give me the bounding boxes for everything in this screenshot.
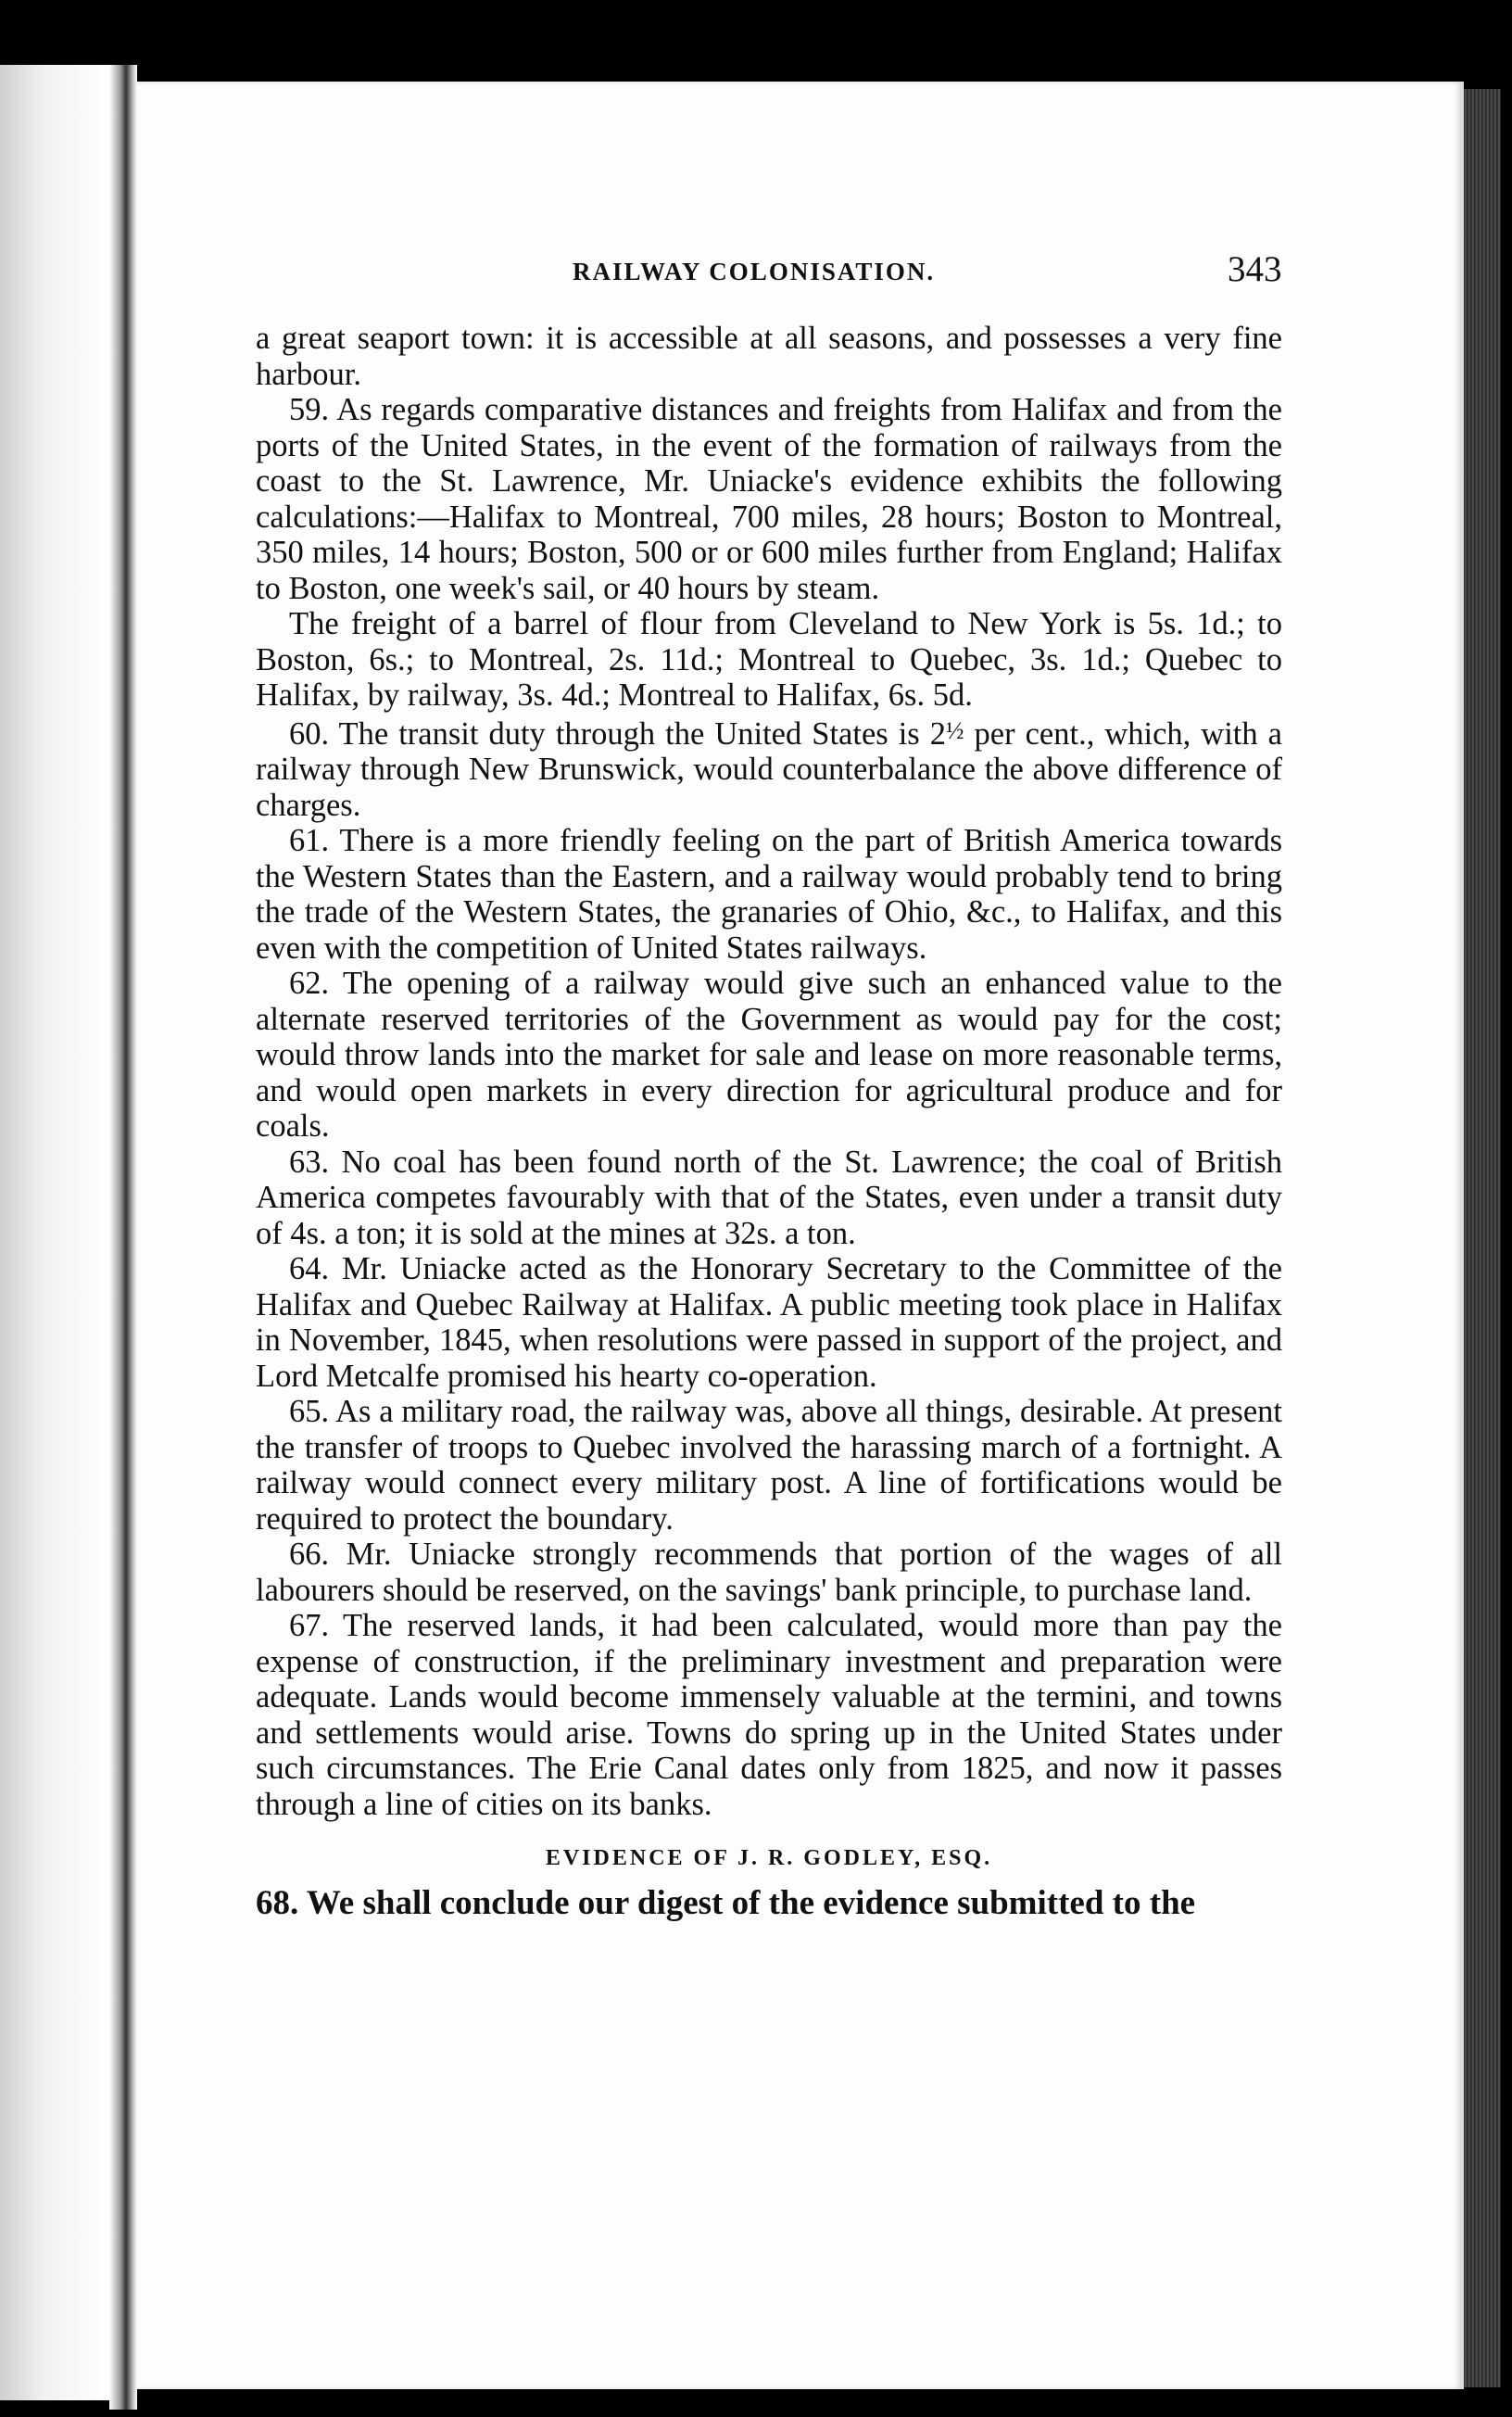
body-text: [256, 321, 1282, 1921]
paragraph-63: 63. No coal has been found north of the St. Lawrence; the coal of British America competes favourably with that of the States, even under a transit duty of 4s. a ton; it is sold at the mines at 32s. a ton.: [256, 1144, 1282, 1251]
paragraph: a great seaport town: it is accessible at all seasons, and possesses a very fine harbour.: [256, 321, 1282, 392]
paragraph-60: [256, 714, 1282, 824]
page-number: 343: [1228, 249, 1282, 289]
paragraph-60-text-cont: per cent., which, with a railway through New Brunswick, would counterbalance the above difference of charges.: [256, 715, 1282, 823]
fraction: ½: [946, 716, 964, 744]
paragraph-59: 59. As regards comparative distances and freights from Halifax and from the ports of the United States, in the event of the formation of railways from the coast to the St. Lawrence, Mr. Uniacke's evidence exhibits the following calculations:—Halifax to Montreal, 700 miles, 28 hours; Boston to Montreal, 350 miles, 14 hours; Boston, 500 or or 600 miles further from England; Halifax to Boston, one week's sail, or 40 hours by steam.: [256, 392, 1282, 606]
paragraph-61: 61. There is a more friendly feeling on the part of British America towards the Western States than the Eastern, and a railway would probably tend to bring the trade of the Western States, the granaries of Ohio, &c., to Halifax, and this even with the competition of United States railways.: [256, 823, 1282, 966]
running-head: RAILWAY COLONISATION.: [573, 258, 936, 285]
page-header: [137, 248, 1464, 304]
paragraph-65: 65. As a military road, the railway was, above all things, desirable. At present the transfer of troops to Quebec involved the harassing march of a fortnight. A railway would connect every military post. A line of fortifications would be required to protect the boundary.: [256, 1394, 1282, 1537]
paragraph-67: 67. The reserved lands, it had been calculated, would more than pay the expense of construction, if the preliminary investment and preparation were adequate. Lands would become immensely valuable at the termini, and towns and settlements would arise. Towns do spring up in the United States under such circumstances. The Erie Canal dates only from 1825, and now it passes through a line of cities on its banks.: [256, 1608, 1282, 1822]
paragraph-62: 62. The opening of a railway would give such an enhanced value to the alternate reserved territories of the Government as would pay for the cost; would throw lands into the market for sale and lease on more reasonable terms, and would open markets in every direction for agricultural produce and for coals.: [256, 966, 1282, 1144]
paragraph-68: 68. We shall conclude our digest of the evidence submitted to the: [256, 1883, 1196, 1922]
paragraph-64: 64. Mr. Uniacke acted as the Honorary Secretary to the Committee of the Halifax and Quebec Railway at Halifax. A public meeting took place in Halifax in November, 1845, when resolutions were passed in support of the project, and Lord Metcalfe promised his hearty co-operation.: [256, 1251, 1282, 1394]
paragraph-freight: The freight of a barrel of flour from Cleveland to New York is 5s. 1d.; to Boston, 6s.; to Montreal, 2s. 11d.; Montreal to Quebec, 3s. 1d.; Quebec to Halifax, by railway, 3s. 4d.; Montreal to Halifax, 6s. 5d.: [256, 606, 1282, 713]
page-stack-edge: [1464, 89, 1501, 2387]
book-gutter: [109, 65, 137, 2410]
facing-page-edge: [0, 65, 109, 2400]
book-page: [137, 82, 1464, 2389]
paragraph-60-text: 60. The transit duty through the United States is 2: [289, 715, 946, 752]
paragraph-66: 66. Mr. Uniacke strongly recommends that portion of the wages of all labourers should be reserved, on the savings' bank principle, to purchase land.: [256, 1537, 1282, 1608]
section-heading: EVIDENCE OF J. R. GODLEY, ESQ.: [545, 1846, 993, 1870]
